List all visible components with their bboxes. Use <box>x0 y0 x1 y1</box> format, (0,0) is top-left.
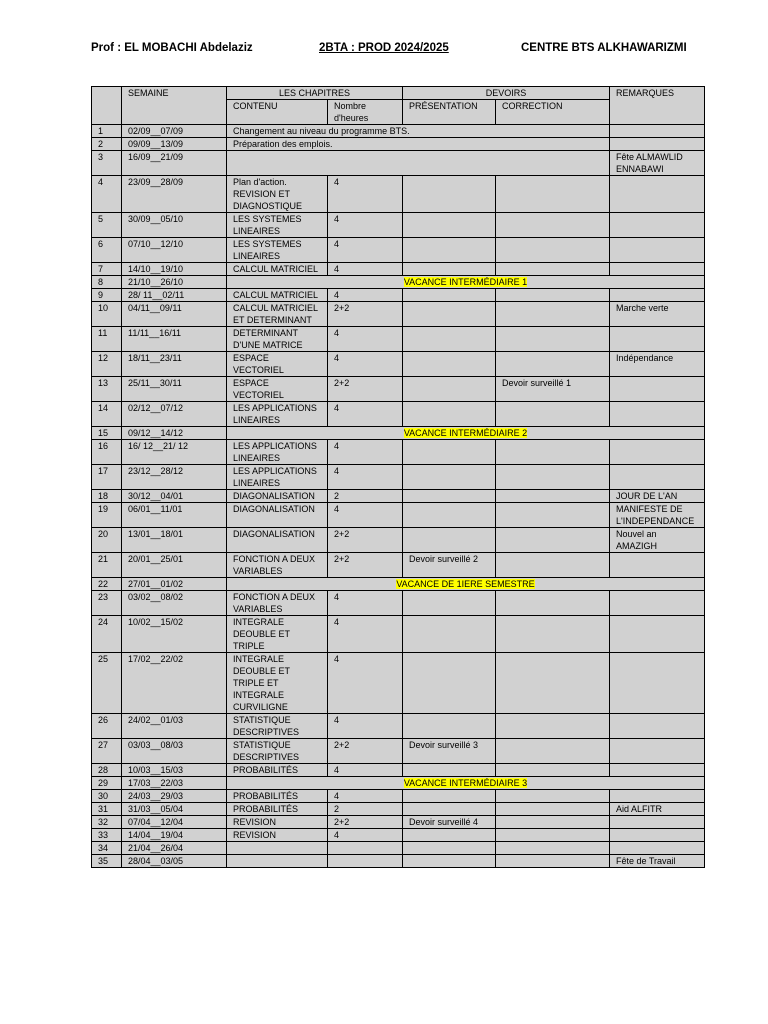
table-row <box>92 764 705 777</box>
remark-cell: Fête ALMAWLID ENNABAWI <box>610 151 705 176</box>
week-number: 19 <box>92 503 122 528</box>
week-dates: 02/12__07/12 <box>122 402 227 427</box>
notice-cell <box>227 151 610 176</box>
header-correction: CORRECTION <box>496 100 610 125</box>
week-dates: 10/03__15/03 <box>122 764 227 777</box>
week-number: 31 <box>92 803 122 816</box>
table-row <box>92 790 705 803</box>
table-row <box>92 739 705 764</box>
remark-cell <box>610 591 705 616</box>
week-number: 35 <box>92 855 122 868</box>
header-nombre-heures: Nombre d'heures <box>328 100 403 125</box>
content-cell: PROBABILITÉS <box>227 764 328 777</box>
table-row <box>92 302 705 327</box>
week-dates: 21/10__26/10 <box>122 276 227 289</box>
hours-cell: 4 <box>328 327 403 352</box>
week-number: 23 <box>92 591 122 616</box>
remark-cell <box>610 739 705 764</box>
hours-cell: 4 <box>328 465 403 490</box>
header-semaine: SEMAINE <box>122 87 227 125</box>
correction-cell <box>496 803 610 816</box>
correction-cell <box>496 829 610 842</box>
vacance-label: VACANCE INTERMÉDIAIRE 2 <box>403 428 528 438</box>
remark-cell <box>610 263 705 276</box>
table-row <box>92 829 705 842</box>
presentation-cell <box>403 238 496 263</box>
week-number: 34 <box>92 842 122 855</box>
presentation-cell <box>403 213 496 238</box>
remark-cell: Marche verte <box>610 302 705 327</box>
presentation-cell <box>403 352 496 377</box>
table-row <box>92 440 705 465</box>
week-number: 17 <box>92 465 122 490</box>
week-dates: 17/03__22/03 <box>122 777 227 790</box>
week-number: 3 <box>92 151 122 176</box>
table-row <box>92 213 705 238</box>
presentation-cell <box>403 790 496 803</box>
correction-cell <box>496 855 610 868</box>
week-number: 16 <box>92 440 122 465</box>
vacance-label: VACANCE DE 1IERE SEMESTRE <box>396 579 535 589</box>
presentation-cell <box>403 402 496 427</box>
table-row <box>92 263 705 276</box>
remark-cell <box>610 714 705 739</box>
correction-cell <box>496 213 610 238</box>
hours-cell: 4 <box>328 829 403 842</box>
vacance-cell <box>227 578 705 591</box>
notice-cell: Changement au niveau du programme BTS. <box>227 125 610 138</box>
content-cell: ESPACE VECTORIEL <box>227 352 328 377</box>
presentation-cell <box>403 490 496 503</box>
table-row <box>92 528 705 553</box>
correction-cell: Devoir surveillé 1 <box>496 377 610 402</box>
week-number: 28 <box>92 764 122 777</box>
week-number: 5 <box>92 213 122 238</box>
remark-cell <box>610 842 705 855</box>
presentation-cell: Devoir surveillé 4 <box>403 816 496 829</box>
hours-cell <box>328 855 403 868</box>
presentation-cell <box>403 465 496 490</box>
hours-cell: 4 <box>328 263 403 276</box>
hours-cell: 2+2 <box>328 553 403 578</box>
hours-cell: 2+2 <box>328 739 403 764</box>
week-number: 12 <box>92 352 122 377</box>
presentation-cell <box>403 289 496 302</box>
week-dates: 14/04__19/04 <box>122 829 227 842</box>
week-number: 2 <box>92 138 122 151</box>
week-dates: 18/11__23/11 <box>122 352 227 377</box>
hours-cell: 4 <box>328 176 403 213</box>
table-row <box>92 616 705 653</box>
week-number: 21 <box>92 553 122 578</box>
remark-cell <box>610 125 705 138</box>
table-row <box>92 151 705 176</box>
hours-cell: 4 <box>328 440 403 465</box>
week-number: 24 <box>92 616 122 653</box>
remark-cell <box>610 653 705 714</box>
hours-cell: 2+2 <box>328 816 403 829</box>
table-row <box>92 803 705 816</box>
presentation-cell <box>403 176 496 213</box>
week-number: 20 <box>92 528 122 553</box>
remark-cell <box>610 816 705 829</box>
remark-cell: Indépendance <box>610 352 705 377</box>
week-number: 30 <box>92 790 122 803</box>
table-row <box>92 402 705 427</box>
content-cell: DIAGONALISATION <box>227 528 328 553</box>
table-row <box>92 176 705 213</box>
notice-cell: Préparation des emplois. <box>227 138 610 151</box>
vacance-label: VACANCE INTERMÉDIAIRE 1 <box>403 277 528 287</box>
table-row <box>92 427 705 440</box>
hours-cell: 4 <box>328 289 403 302</box>
week-dates: 16/ 12__21/ 12 <box>122 440 227 465</box>
hours-cell: 2+2 <box>328 302 403 327</box>
presentation-cell <box>403 829 496 842</box>
presentation-cell <box>403 528 496 553</box>
hours-cell: 4 <box>328 764 403 777</box>
vacance-cell <box>227 777 705 790</box>
week-dates: 31/03__05/04 <box>122 803 227 816</box>
remark-cell <box>610 553 705 578</box>
week-number: 15 <box>92 427 122 440</box>
content-cell: ESPACE VECTORIEL <box>227 377 328 402</box>
content-cell: PROBABILITÉS <box>227 803 328 816</box>
content-cell: INTEGRALE DEOUBLE ET TRIPLE <box>227 616 328 653</box>
presentation-cell <box>403 302 496 327</box>
content-cell: DIAGONALISATION <box>227 503 328 528</box>
header-contenu: CONTENU <box>227 100 328 125</box>
presentation-cell <box>403 503 496 528</box>
week-dates: 20/01__25/01 <box>122 553 227 578</box>
content-cell <box>227 855 328 868</box>
remark-cell: Fête de Travail <box>610 855 705 868</box>
remark-cell <box>610 327 705 352</box>
correction-cell <box>496 842 610 855</box>
correction-cell <box>496 714 610 739</box>
week-dates: 30/09__05/10 <box>122 213 227 238</box>
week-dates: 02/09__07/09 <box>122 125 227 138</box>
hours-cell: 4 <box>328 402 403 427</box>
hours-cell: 4 <box>328 616 403 653</box>
week-dates: 07/10__12/10 <box>122 238 227 263</box>
week-dates: 06/01__11/01 <box>122 503 227 528</box>
week-dates: 24/03__29/03 <box>122 790 227 803</box>
content-cell: LES APPLICATIONS LINEAIRES <box>227 402 328 427</box>
table-row <box>92 842 705 855</box>
presentation-cell <box>403 855 496 868</box>
week-dates: 23/12__28/12 <box>122 465 227 490</box>
week-dates: 30/12__04/01 <box>122 490 227 503</box>
correction-cell <box>496 302 610 327</box>
teacher-name: Prof : EL MOBACHI Abdelaziz <box>91 42 253 54</box>
week-number: 13 <box>92 377 122 402</box>
table-row <box>92 238 705 263</box>
week-dates: 07/04__12/04 <box>122 816 227 829</box>
remark-cell: JOUR DE L'AN <box>610 490 705 503</box>
hours-cell: 2+2 <box>328 377 403 402</box>
content-cell: LES APPLICATIONS LINEAIRES <box>227 465 328 490</box>
remark-cell <box>610 213 705 238</box>
hours-cell: 4 <box>328 653 403 714</box>
remark-cell <box>610 289 705 302</box>
content-cell: PROBABILITÉS <box>227 790 328 803</box>
table-row <box>92 490 705 503</box>
week-dates: 17/02__22/02 <box>122 653 227 714</box>
hours-cell: 4 <box>328 714 403 739</box>
week-dates: 03/03__08/03 <box>122 739 227 764</box>
vacance-label: VACANCE INTERMÉDIAIRE 3 <box>403 778 528 788</box>
presentation-cell <box>403 263 496 276</box>
hours-cell <box>328 842 403 855</box>
presentation-cell: Devoir surveillé 2 <box>403 553 496 578</box>
week-dates: 11/11__16/11 <box>122 327 227 352</box>
header-remarques: REMARQUES <box>610 87 705 125</box>
correction-cell <box>496 289 610 302</box>
planning-table <box>91 86 705 868</box>
week-dates: 10/02__15/02 <box>122 616 227 653</box>
remark-cell: Nouvel an AMAZIGH <box>610 528 705 553</box>
content-cell: LES SYSTEMES LINEAIRES <box>227 213 328 238</box>
content-cell: DETERMINANT D'UNE MATRICE <box>227 327 328 352</box>
table-row <box>92 553 705 578</box>
table-row <box>92 591 705 616</box>
table-row <box>92 855 705 868</box>
remark-cell <box>610 829 705 842</box>
correction-cell <box>496 176 610 213</box>
week-dates: 16/09__21/09 <box>122 151 227 176</box>
table-row <box>92 377 705 402</box>
hours-cell: 4 <box>328 790 403 803</box>
week-number: 4 <box>92 176 122 213</box>
content-cell: FONCTION A DEUX VARIABLES <box>227 553 328 578</box>
remark-cell <box>610 138 705 151</box>
correction-cell <box>496 465 610 490</box>
correction-cell <box>496 327 610 352</box>
week-number: 22 <box>92 578 122 591</box>
correction-cell <box>496 790 610 803</box>
remark-cell: MANIFESTE DE L'INDEPENDANCE <box>610 503 705 528</box>
week-dates: 09/09__13/09 <box>122 138 227 151</box>
presentation-cell <box>403 803 496 816</box>
correction-cell <box>496 238 610 263</box>
presentation-cell <box>403 440 496 465</box>
week-dates: 28/ 11__02/11 <box>122 289 227 302</box>
week-number: 33 <box>92 829 122 842</box>
vacance-cell <box>227 427 705 440</box>
table-row <box>92 816 705 829</box>
header-row-1 <box>92 87 705 100</box>
content-cell: CALCUL MATRICIEL ET DETERMINANT <box>227 302 328 327</box>
content-cell: STATISTIQUE DESCRIPTIVES <box>227 739 328 764</box>
content-cell: STATISTIQUE DESCRIPTIVES <box>227 714 328 739</box>
week-number: 10 <box>92 302 122 327</box>
header-devoirs: DEVOIRS <box>403 87 610 100</box>
table-row <box>92 714 705 739</box>
content-cell: DIAGONALISATION <box>227 490 328 503</box>
table-row <box>92 503 705 528</box>
table-row <box>92 276 705 289</box>
hours-cell: 4 <box>328 352 403 377</box>
correction-cell <box>496 440 610 465</box>
table-row <box>92 777 705 790</box>
week-dates: 27/01__01/02 <box>122 578 227 591</box>
table-row <box>92 352 705 377</box>
week-number: 1 <box>92 125 122 138</box>
table-row <box>92 653 705 714</box>
week-dates: 03/02__08/02 <box>122 591 227 616</box>
remark-cell <box>610 176 705 213</box>
hours-cell: 2+2 <box>328 528 403 553</box>
table-row <box>92 138 705 151</box>
content-cell: CALCUL MATRICIEL <box>227 263 328 276</box>
presentation-cell <box>403 842 496 855</box>
correction-cell <box>496 503 610 528</box>
correction-cell <box>496 653 610 714</box>
week-number: 26 <box>92 714 122 739</box>
content-cell: REVISION <box>227 816 328 829</box>
planning-body <box>92 125 705 868</box>
correction-cell <box>496 739 610 764</box>
content-cell: CALCUL MATRICIEL <box>227 289 328 302</box>
week-dates: 23/09__28/09 <box>122 176 227 213</box>
table-row <box>92 327 705 352</box>
week-number: 18 <box>92 490 122 503</box>
week-dates: 21/04__26/04 <box>122 842 227 855</box>
presentation-cell <box>403 764 496 777</box>
week-number: 29 <box>92 777 122 790</box>
week-number: 8 <box>92 276 122 289</box>
presentation-cell <box>403 714 496 739</box>
hours-cell: 4 <box>328 238 403 263</box>
remark-cell <box>610 238 705 263</box>
correction-cell <box>496 528 610 553</box>
hours-cell: 4 <box>328 591 403 616</box>
correction-cell <box>496 591 610 616</box>
presentation-cell <box>403 327 496 352</box>
content-cell: INTEGRALE DEOUBLE ET TRIPLE ET INTEGRALE CURVILIGNE <box>227 653 328 714</box>
week-number: 11 <box>92 327 122 352</box>
correction-cell <box>496 764 610 777</box>
document-header <box>91 42 705 60</box>
correction-cell <box>496 816 610 829</box>
week-number: 6 <box>92 238 122 263</box>
correction-cell <box>496 616 610 653</box>
class-title: 2BTA : PROD 2024/2025 <box>319 42 449 54</box>
week-dates: 25/11__30/11 <box>122 377 227 402</box>
hours-cell: 2 <box>328 803 403 816</box>
presentation-cell: Devoir surveillé 3 <box>403 739 496 764</box>
presentation-cell <box>403 591 496 616</box>
hours-cell: 4 <box>328 213 403 238</box>
week-number: 25 <box>92 653 122 714</box>
correction-cell <box>496 352 610 377</box>
content-cell: LES APPLICATIONS LINEAIRES <box>227 440 328 465</box>
content-cell: Plan d'action. REVISION ET DIAGNOSTIQUE <box>227 176 328 213</box>
hours-cell: 2 <box>328 490 403 503</box>
presentation-cell <box>403 616 496 653</box>
presentation-cell <box>403 653 496 714</box>
remark-cell <box>610 616 705 653</box>
presentation-cell <box>403 377 496 402</box>
table-row <box>92 125 705 138</box>
table-row <box>92 578 705 591</box>
week-dates: 09/12__14/12 <box>122 427 227 440</box>
week-number: 32 <box>92 816 122 829</box>
week-number: 14 <box>92 402 122 427</box>
remark-cell <box>610 402 705 427</box>
correction-cell <box>496 402 610 427</box>
remark-cell <box>610 377 705 402</box>
week-dates: 28/04__03/05 <box>122 855 227 868</box>
hours-cell: 4 <box>328 503 403 528</box>
correction-cell <box>496 263 610 276</box>
header-num-cell <box>92 87 122 125</box>
centre-name: CENTRE BTS ALKHAWARIZMI <box>521 42 687 54</box>
vacance-cell <box>227 276 705 289</box>
week-dates: 14/10__19/10 <box>122 263 227 276</box>
remark-cell <box>610 465 705 490</box>
content-cell: REVISION <box>227 829 328 842</box>
remark-cell: Aid ALFITR <box>610 803 705 816</box>
remark-cell <box>610 790 705 803</box>
correction-cell <box>496 553 610 578</box>
table-row <box>92 289 705 302</box>
content-cell: FONCTION A DEUX VARIABLES <box>227 591 328 616</box>
table-row <box>92 465 705 490</box>
week-number: 27 <box>92 739 122 764</box>
content-cell <box>227 842 328 855</box>
week-dates: 13/01__18/01 <box>122 528 227 553</box>
remark-cell <box>610 440 705 465</box>
content-cell: LES SYSTEMES LINEAIRES <box>227 238 328 263</box>
correction-cell <box>496 490 610 503</box>
week-number: 9 <box>92 289 122 302</box>
week-dates: 04/11__09/11 <box>122 302 227 327</box>
week-dates: 24/02__01/03 <box>122 714 227 739</box>
remark-cell <box>610 764 705 777</box>
header-presentation: PRÉSENTATION <box>403 100 496 125</box>
week-number: 7 <box>92 263 122 276</box>
header-chapitres: LES CHAPITRES <box>227 87 403 100</box>
